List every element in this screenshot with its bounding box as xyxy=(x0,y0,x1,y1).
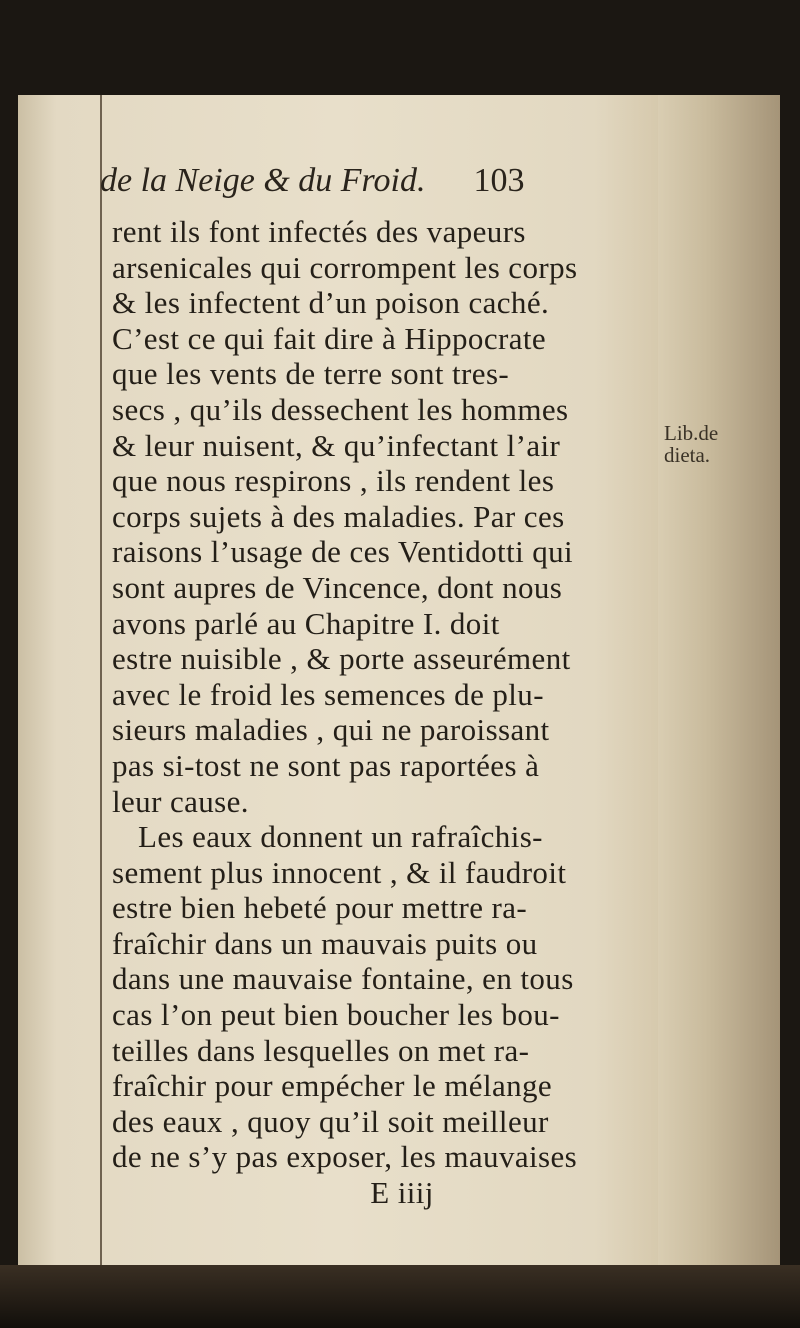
text-line: avec le froid les semences de plu- xyxy=(112,676,544,712)
text-line: que les vents de terre sont tres- xyxy=(112,356,510,392)
page-number: 103 xyxy=(473,162,525,199)
text-line: fraîchir dans un mauvais puits ou xyxy=(112,925,538,961)
text-line: sont aupres de Vincence, dont nous xyxy=(112,569,563,605)
text-line: Les eaux donnent un rafraîchis- xyxy=(138,819,543,855)
page-fore-edge xyxy=(658,95,780,1265)
text-line: que nous respirons , ils rendent les xyxy=(112,463,555,499)
text-line: sieurs maladies , qui ne paroissant xyxy=(112,712,550,748)
text-line: avons parlé au Chapitre I. doit xyxy=(112,605,500,641)
gutter-edge xyxy=(100,95,102,1265)
margin-note-line: Lib.de xyxy=(664,421,719,445)
text-line: & les infectent d’un poison caché. xyxy=(112,285,550,321)
page-header xyxy=(100,162,650,208)
text-line: cas l’on peut bien boucher les bou- xyxy=(112,997,560,1033)
text-line: secs , qu’ils dessechent les hommes xyxy=(112,391,569,427)
text-line: rent ils font infectés des vapeurs xyxy=(112,214,526,249)
text-line: raisons l’usage de ces Ventidotti qui xyxy=(112,534,574,570)
text-line: pas si-tost ne sont pas raportées à xyxy=(112,747,540,783)
running-head: de la Neige & du Froid. xyxy=(100,162,426,199)
text-line: leur cause. xyxy=(112,783,249,819)
body-text xyxy=(112,214,652,1211)
text-line: de ne s’y pas exposer, les mauvaises xyxy=(112,1139,578,1175)
signature-mark: E iiij xyxy=(370,1175,434,1211)
text-line: arsenicales qui corrompent les corps xyxy=(112,249,578,285)
text-line: des eaux , quoy qu’il soit meilleur xyxy=(112,1103,549,1139)
bottom-shadow xyxy=(0,1265,800,1328)
text-line: estre nuisible , & porte asseurément xyxy=(112,641,571,677)
text-line: fraîchir pour empécher le mélange xyxy=(112,1068,553,1104)
text-line: teilles dans lesquelles on met ra- xyxy=(112,1032,530,1068)
text-line: & leur nuisent, & qu’infectant l’air xyxy=(112,427,561,463)
text-line: dans une mauvaise fontaine, en tous xyxy=(112,961,574,997)
margin-note-line: dieta. xyxy=(664,443,711,467)
text-line: estre bien hebeté pour mettre ra- xyxy=(112,890,528,926)
text-line: corps sujets à des maladies. Par ces xyxy=(112,498,565,534)
text-line: sement plus innocent , & il faudroit xyxy=(112,854,567,890)
margin-note xyxy=(664,422,744,466)
text-line: C’est ce qui fait dire à Hippocrate xyxy=(112,320,547,356)
